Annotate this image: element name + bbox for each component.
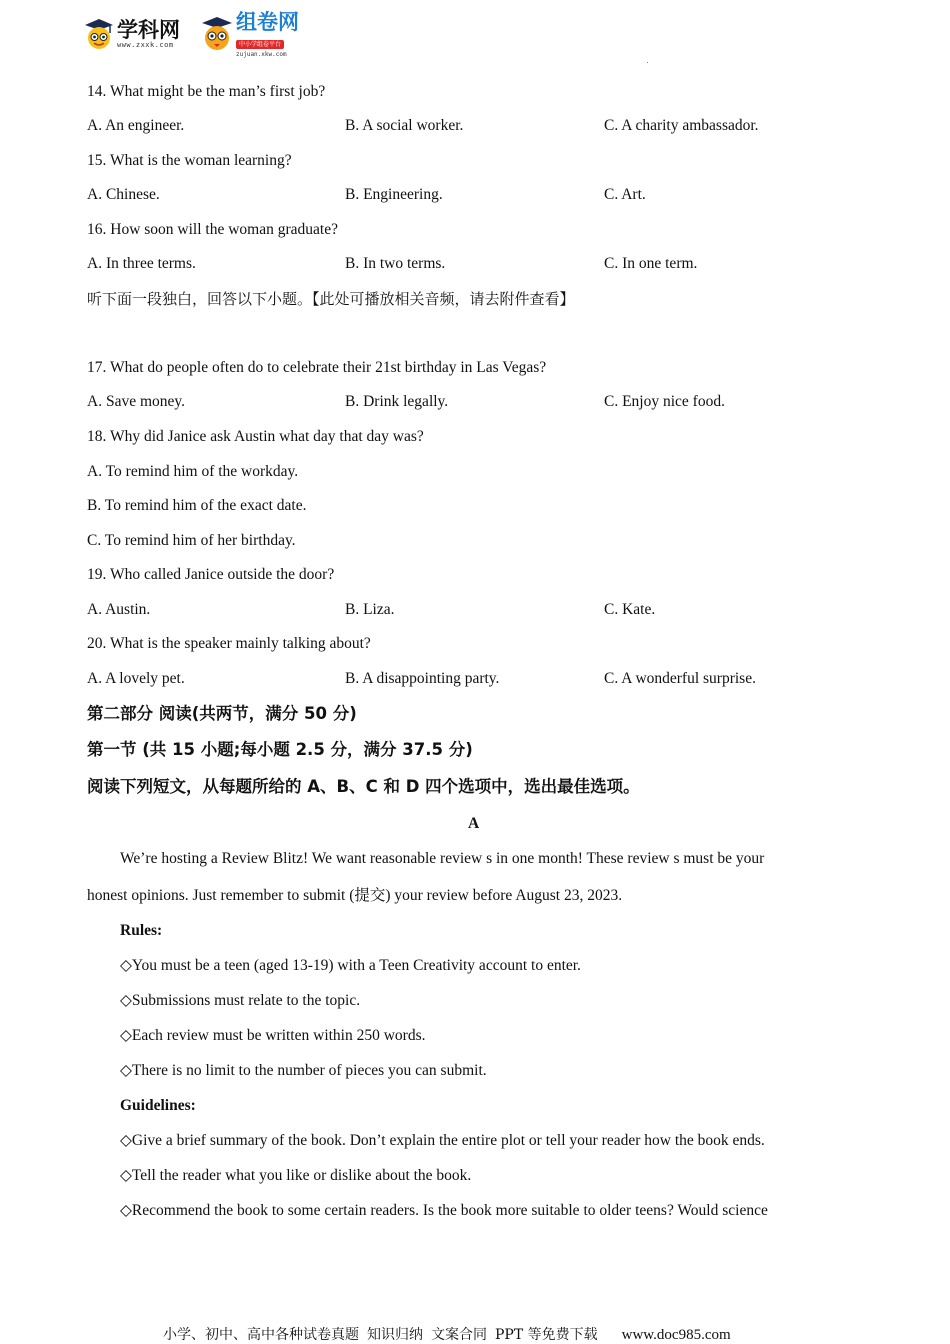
question-18-option-a: A. To remind him of the workday. — [87, 463, 299, 480]
guideline-item: ◇Tell the reader what you like or dislike about the book. — [120, 1167, 472, 1184]
question-15-option-a: A. Chinese. — [87, 186, 160, 203]
question-16-option-c: C. In one term. — [604, 255, 698, 272]
zujuan-logo-url: zujuan.xkw.com — [236, 50, 287, 58]
question-17-option-a: A. Save money. — [87, 393, 186, 410]
guideline-item: ◇Recommend the book to some certain readers. Is the book more suitable to older teens? Would science — [120, 1202, 768, 1219]
passage-label: A — [468, 815, 480, 832]
guideline-item: ◇Give a brief summary of the book. Don’t explain the entire plot or tell your reader how the book ends. — [120, 1132, 765, 1149]
question-18-option-b: B. To remind him of the exact date. — [87, 497, 307, 514]
passage-paragraph-line-2: honest opinions. Just remember to submit (提交) your review before August 23, 2023. — [87, 887, 623, 904]
zxxk-logo-url: www.zxxk.com — [117, 41, 174, 49]
question-14-option-b: B. A social worker. — [345, 117, 464, 134]
question-17-option-b: B. Drink legally. — [345, 393, 449, 410]
guidelines-heading: Guidelines: — [120, 1097, 196, 1114]
question-18-stem: 18. Why did Janice ask Austin what day that day was? — [87, 428, 424, 445]
footer-text-exams: 小学、初中、高中各种试卷真题 — [163, 1327, 359, 1343]
rule-item: ◇Each review must be written within 250 words. — [120, 1027, 426, 1044]
zujuan-logo-badge: 中小学组卷平台 — [236, 40, 284, 49]
zujuan-logo[interactable] — [200, 9, 299, 58]
footer-text-knowledge: 知识归纳 — [367, 1327, 423, 1343]
passage-paragraph-line-1: We’re hosting a Review Blitz! We want reasonable review s in one month! These review s must be your — [120, 850, 765, 867]
question-20-option-b: B. A disappointing party. — [345, 670, 500, 687]
question-20-option-a: A. A lovely pet. — [87, 670, 185, 687]
question-19-option-a: A. Austin. — [87, 601, 151, 618]
question-14-stem: 14. What might be the man’s first job? — [87, 83, 326, 100]
question-19-stem: 19. Who called Janice outside the door? — [87, 566, 335, 583]
rule-item: ◇Submissions must relate to the topic. — [120, 992, 361, 1009]
question-19-option-b: B. Liza. — [345, 601, 395, 618]
monologue-instruction: 听下面一段独白，回答以下小题。【此处可播放相关音频，请去附件查看】 — [87, 290, 575, 308]
zujuan-logo-text: 组卷网 — [236, 9, 299, 34]
question-14-option-c: C. A charity ambassador. — [604, 117, 759, 134]
owl-mascot-icon — [200, 16, 234, 52]
footer-url-link[interactable]: www.doc985.com — [621, 1327, 731, 1343]
rule-item: ◇You must be a teen (aged 13-19) with a Teen Creativity account to enter. — [120, 957, 581, 974]
question-15-option-c: C. Art. — [604, 186, 646, 203]
zxxk-logo[interactable] — [84, 12, 180, 56]
question-16-stem: 16. How soon will the woman graduate? — [87, 221, 338, 238]
rules-heading: Rules: — [120, 922, 163, 939]
question-16-option-b: B. In two terms. — [345, 255, 446, 272]
question-20-stem: 20. What is the speaker mainly talking about? — [87, 635, 371, 652]
question-16-option-a: A. In three terms. — [87, 255, 196, 272]
question-15-option-b: B. Engineering. — [345, 186, 443, 203]
zxxk-logo-text: 学科网 — [117, 18, 180, 42]
question-18-option-c: C. To remind him of her birthday. — [87, 532, 296, 549]
question-17-option-c: C. Enjoy nice food. — [604, 393, 725, 410]
question-17-stem: 17. What do people often do to celebrate their 21st birthday in Las Vegas? — [87, 359, 547, 376]
page-header — [84, 9, 324, 58]
reading-instruction: 阅读下列短文，从每题所给的 A、B、C 和 D 四个选项中，选出最佳选项。 — [87, 777, 640, 796]
question-15-stem: 15. What is the woman learning? — [87, 152, 292, 169]
section-one-title: 第一节 (共 15 小题;每小题 2.5 分，满分 37.5 分) — [87, 740, 473, 759]
mascot-icon — [84, 18, 114, 50]
question-19-option-c: C. Kate. — [604, 601, 656, 618]
footer-text-ppt: PPT 等免费下载 — [495, 1327, 598, 1343]
question-14-option-a: A. An engineer. — [87, 117, 185, 134]
question-20-option-c: C. A wonderful surprise. — [604, 670, 756, 687]
rule-item: ◇There is no limit to the number of pieces you can submit. — [120, 1062, 487, 1079]
part-two-title: 第二部分 阅读(共两节，满分 50 分) — [87, 704, 357, 723]
decorative-dot — [647, 62, 648, 63]
footer-text-contracts: 文案合同 — [431, 1327, 487, 1343]
page-footer — [163, 1324, 739, 1344]
